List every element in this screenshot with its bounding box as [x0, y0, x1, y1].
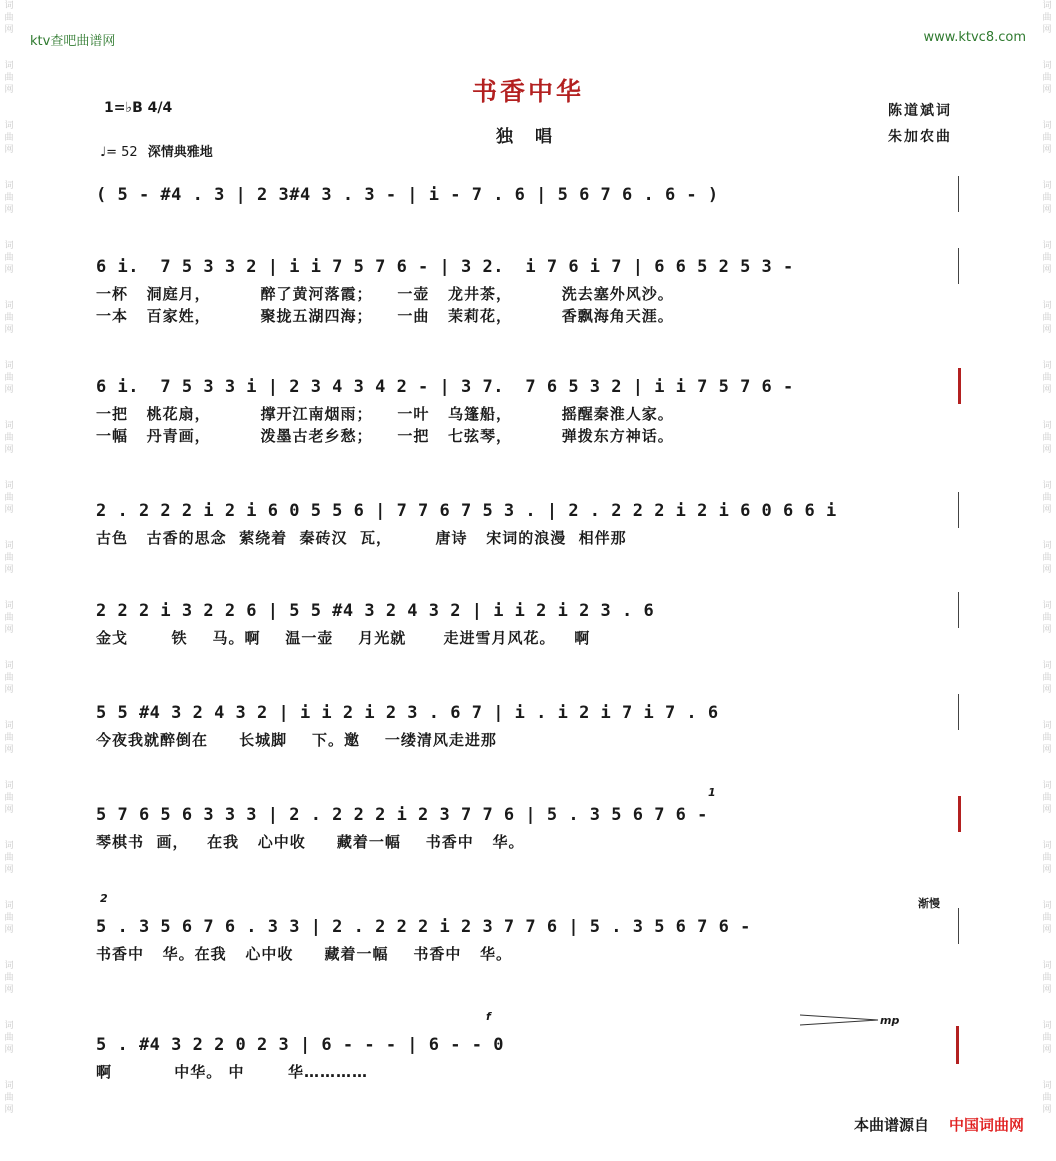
notation-line: 5 . 3 5 6 7 6 . 3 3 | 2 . 2 2 2 i 2 3 7 7 6 | 5 . 3 5 6 7 6 - — [96, 917, 751, 937]
forte-marking: f — [486, 1010, 491, 1023]
notation-line: 2 2 2 i 3 2 2 6 | 5 5 #4 3 2 4 3 2 | i i 2 i 2 3 . 6 — [96, 601, 655, 621]
notation-line: 2 . 2 2 2 i 2 i 6 0 5 5 6 | 7 7 6 7 5 3 . | 2 . 2 2 2 i 2 i 6 0 6 6 i — [96, 501, 837, 521]
side-watermark-left — [2, 0, 16, 1161]
watermark-text: 词曲网 — [1042, 901, 1052, 935]
watermark-text: 词曲网 — [4, 961, 14, 995]
watermark-text: 词曲网 — [1042, 601, 1052, 635]
lyric-line: 琴棋书 画， 在我 心中收 藏着一幅 书香中 华。 — [96, 832, 525, 851]
notation-line: ( 5 - #4 . 3 | 2 3#4 3 . 3 - | i - 7 . 6 | 5 6 7 6 . 6 - ) — [96, 185, 719, 205]
watermark-text: 词曲网 — [1042, 121, 1052, 155]
watermark-text: 词曲网 — [4, 601, 14, 635]
footer-text: 本曲谱源自 — [853, 1116, 929, 1134]
watermark-text: 词曲网 — [1042, 541, 1052, 575]
watermark-text: 词曲网 — [4, 61, 14, 95]
watermark-text: 词曲网 — [1042, 1081, 1052, 1115]
lyric-line: 古色 古香的思念 萦绕着 秦砖汉 瓦， 唐诗 宋词的浪漫 相伴那 — [96, 528, 627, 547]
watermark-text: 词曲网 — [1042, 1, 1052, 35]
notation-line: 5 . #4 3 2 2 0 2 3 | 6 - - - | 6 - - 0 — [96, 1035, 504, 1055]
watermark-text: 词曲网 — [4, 1, 14, 35]
site-url[interactable]: www.ktvc8.com — [923, 30, 1026, 45]
watermark-text: 词曲网 — [4, 301, 14, 335]
side-watermark-right — [1040, 0, 1054, 1161]
lyric-line: 书香中 华。在我 心中收 藏着一幅 书香中 华。 — [96, 944, 513, 963]
watermark-text: 词曲网 — [1042, 721, 1052, 755]
lyric-line: 一幅 丹青画， 泼墨古老乡愁； 一把 七弦琴， 弹拨东方神话。 — [96, 426, 674, 445]
lyricist-credit: 陈道斌词 — [888, 103, 952, 119]
barline — [958, 694, 959, 730]
lyric-line: 啊 中华。 中 华………… — [96, 1062, 368, 1081]
site-name[interactable]: ktv查吧曲谱网 — [30, 34, 116, 49]
lyric-line: 今夜我就醉倒在 长城脚 下。邀 一缕清风走进那 — [96, 730, 497, 749]
barline — [958, 492, 959, 528]
score-system — [96, 596, 962, 648]
lyric-line: 一本 百家姓， 聚拢五湖四海； 一曲 茉莉花， 香飘海角天涯。 — [96, 306, 674, 325]
watermark-text: 词曲网 — [1042, 61, 1052, 95]
notation-line: 6 i. 7 5 3 3 i | 2 3 4 3 4 2 - | 3 7. 7 6 5 3 2 | i i 7 5 7 6 - — [96, 377, 794, 397]
watermark-text: 词曲网 — [1042, 241, 1052, 275]
final-barline — [956, 1026, 959, 1064]
score-system — [96, 372, 962, 446]
watermark-text: 词曲网 — [4, 121, 14, 155]
barline — [958, 176, 959, 212]
watermark-text: 词曲网 — [4, 1021, 14, 1055]
score-system — [96, 1030, 962, 1082]
ritardando-marking: 渐慢 — [918, 897, 940, 910]
watermark-text: 词曲网 — [4, 661, 14, 695]
watermark-text: 词曲网 — [1042, 301, 1052, 335]
lyric-line: 一把 桃花扇， 撑开江南烟雨； 一叶 乌篷船， 摇醒秦淮人家。 — [96, 404, 674, 423]
song-subtitle: 独 唱 — [496, 127, 560, 147]
notation-line: 5 7 6 5 6 3 3 3 | 2 . 2 2 2 i 2 3 7 7 6 | 5 . 3 5 6 7 6 - — [96, 805, 708, 825]
score-system — [96, 496, 962, 548]
watermark-text: 词曲网 — [1042, 481, 1052, 515]
watermark-text: 词曲网 — [4, 361, 14, 395]
watermark-text: 词曲网 — [4, 541, 14, 575]
barline — [958, 248, 959, 284]
watermark-text: 词曲网 — [1042, 661, 1052, 695]
watermark-text: 词曲网 — [4, 481, 14, 515]
expression-marking: 深情典雅地 — [147, 145, 213, 160]
lyric-line: 金戈 铁 马。啊 温一壶 月光就 走进雪月风花。 啊 — [96, 628, 591, 647]
score-system — [96, 252, 962, 326]
key-signature: 1=♭B 4/4 — [104, 100, 173, 116]
tempo-marking — [100, 141, 213, 160]
watermark-text: 词曲网 — [4, 241, 14, 275]
watermark-text: 词曲网 — [4, 901, 14, 935]
watermark-text: 词曲网 — [4, 841, 14, 875]
watermark-text: 词曲网 — [4, 1081, 14, 1115]
watermark-text: 词曲网 — [4, 181, 14, 215]
volta-2: 2 — [100, 892, 108, 905]
watermark-text: 词曲网 — [1042, 421, 1052, 455]
footer-site-link[interactable]: 中国词曲网 — [948, 1116, 1024, 1134]
lyric-line: 一杯 洞庭月， 醉了黄河落霞； 一壶 龙井茶， 洗去塞外风沙。 — [96, 284, 674, 303]
composer-credit: 朱加农曲 — [888, 129, 952, 145]
watermark-text: 词曲网 — [1042, 781, 1052, 815]
score-system — [96, 180, 962, 210]
watermark-text: 词曲网 — [1042, 181, 1052, 215]
watermark-text: 词曲网 — [4, 421, 14, 455]
notation-line: 5 5 #4 3 2 4 3 2 | i i 2 i 2 3 . 6 7 | i . i 2 i 7 i 7 . 6 — [96, 703, 719, 723]
watermark-text: 词曲网 — [1042, 961, 1052, 995]
footer-source — [854, 1114, 1024, 1135]
score-system — [96, 800, 962, 852]
volta-1: 1 — [708, 786, 716, 799]
crescendo-hairpin — [800, 1012, 880, 1028]
score-system — [96, 912, 962, 964]
score-system — [96, 698, 962, 750]
barline — [958, 592, 959, 628]
barline — [958, 796, 961, 832]
barline — [958, 908, 959, 944]
watermark-text: 词曲网 — [1042, 841, 1052, 875]
notation-line: 6 i. 7 5 3 3 2 | i i 7 5 7 6 - | 3 2. i 7 6 i 7 | 6 6 5 2 5 3 - — [96, 257, 794, 277]
mezzo-piano-marking: mp — [880, 1014, 900, 1027]
watermark-text: 词曲网 — [4, 781, 14, 815]
barline — [958, 368, 961, 404]
song-title: 书香中华 — [471, 77, 584, 106]
watermark-text: 词曲网 — [1042, 1021, 1052, 1055]
watermark-text: 词曲网 — [4, 721, 14, 755]
tempo-value: ♩= 52 — [100, 145, 138, 160]
watermark-text: 词曲网 — [1042, 361, 1052, 395]
